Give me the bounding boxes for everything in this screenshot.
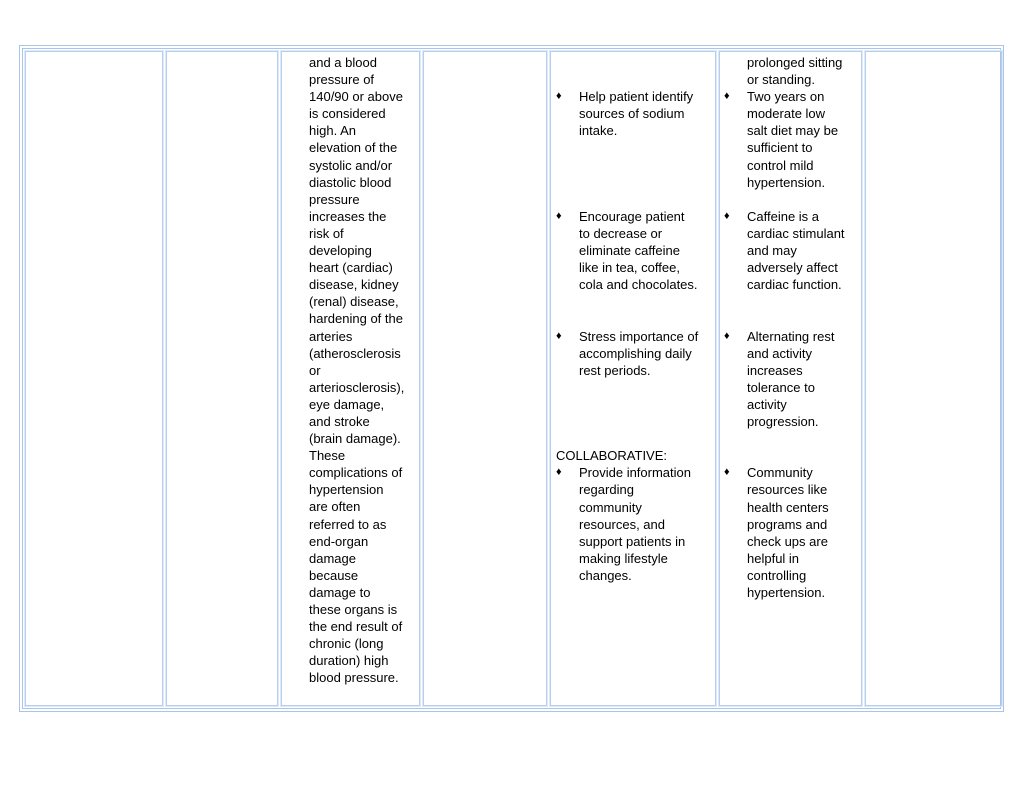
diamond-bullet-icon: ♦	[724, 329, 730, 342]
rationale-line: programs and	[747, 516, 828, 532]
intervention-bullet-text	[579, 328, 698, 379]
analysis-line: diastolic blood	[309, 174, 392, 190]
analysis-line: high. An	[309, 123, 356, 139]
analysis-line: and stroke	[309, 413, 370, 429]
rationale-line: controlling	[747, 567, 807, 583]
analysis-line: These	[309, 448, 346, 464]
intervention-bullet-text	[579, 208, 698, 293]
collaborative-line: community	[579, 499, 642, 515]
collaborative-line: support patients in	[579, 533, 686, 549]
rationale-line: resources like	[747, 482, 828, 498]
rationale-line: cardiac function.	[747, 277, 842, 293]
rationale-line: increases	[747, 362, 803, 378]
rationale-line: moderate low	[747, 106, 826, 122]
intervention-bullet-text	[579, 88, 693, 139]
analysis-line: are often	[309, 499, 361, 515]
rationale-line: helpful in	[747, 550, 800, 566]
collaborative-heading: COLLABORATIVE:	[556, 448, 668, 464]
rationale-continuation-line: or standing.	[747, 72, 815, 88]
diamond-bullet-icon: ♦	[556, 209, 562, 222]
rationale-line: and may	[747, 243, 797, 259]
analysis-line: blood pressure.	[309, 670, 399, 686]
analysis-line: chronic (long	[309, 636, 384, 652]
diamond-bullet-icon: ♦	[724, 466, 730, 479]
analysis-line: eye damage,	[309, 396, 385, 412]
analysis-line: is considered	[309, 106, 386, 122]
analysis-line: (brain damage).	[309, 431, 401, 447]
analysis-line: hypertension	[309, 482, 384, 498]
collaborative-line: Provide information	[579, 465, 691, 481]
diamond-bullet-icon: ♦	[556, 90, 562, 103]
analysis-line: damage	[309, 550, 356, 566]
table-cell-col1	[25, 51, 163, 706]
diamond-bullet-icon: ♦	[556, 466, 562, 479]
intervention-line: accomplishing daily	[579, 345, 692, 361]
analysis-line: complications of	[309, 465, 403, 481]
intervention-line: rest periods.	[579, 362, 651, 378]
rationale-line: adversely affect	[747, 260, 838, 276]
rationale-bullet-text	[747, 88, 838, 191]
intervention-line: intake.	[579, 123, 618, 139]
analysis-line: arteriosclerosis),	[309, 379, 405, 395]
analysis-line: the end result of	[309, 619, 403, 635]
rationale-line: Two years on	[747, 89, 825, 105]
rationale-line: progression.	[747, 414, 819, 430]
rationale-line: Community	[747, 465, 813, 481]
intervention-line: eliminate caffeine	[579, 243, 680, 259]
rationale-line: activity	[747, 396, 787, 412]
analysis-line: elevation of the	[309, 140, 398, 156]
rationale-line: Caffeine is a	[747, 208, 820, 224]
collaborative-line: resources, and	[579, 516, 665, 532]
collaborative-line: changes.	[579, 567, 632, 583]
analysis-line: because	[309, 567, 359, 583]
rationale-line: control mild	[747, 157, 814, 173]
rationale-line: check ups are	[747, 533, 828, 549]
analysis-line: risk of	[309, 225, 344, 241]
collaborative-bullet-text	[579, 464, 691, 584]
intervention-line: cola and chocolates.	[579, 277, 698, 293]
rationale-line: health centers	[747, 499, 829, 515]
analysis-line: pressure of	[309, 72, 375, 88]
rationale-line: salt diet may be	[747, 123, 839, 139]
intervention-line: Encourage patient	[579, 208, 685, 224]
intervention-line: sources of sodium	[579, 106, 685, 122]
analysis-text	[309, 54, 404, 686]
diamond-bullet-icon: ♦	[724, 209, 730, 222]
intervention-line: like in tea, coffee,	[579, 260, 680, 276]
rationale-line: cardiac stimulant	[747, 225, 845, 241]
analysis-line: duration) high	[309, 653, 389, 669]
rationale-bullet-text	[747, 464, 829, 601]
analysis-line: disease, kidney	[309, 277, 399, 293]
diamond-bullet-icon: ♦	[724, 90, 730, 103]
analysis-line: (atherosclerosis	[309, 345, 401, 361]
rationale-continuation-line: prolonged sitting	[747, 55, 843, 70]
collaborative-line: making lifestyle	[579, 550, 668, 566]
analysis-line: and a blood	[309, 55, 377, 70]
analysis-line: referred to as	[309, 516, 387, 532]
analysis-line: developing	[309, 243, 372, 259]
table-cell-col7	[865, 51, 1002, 706]
rationale-line: hypertension.	[747, 174, 826, 190]
analysis-line: arteries	[309, 328, 353, 344]
intervention-line: Help patient identify	[579, 89, 694, 105]
interventions-text	[556, 54, 716, 614]
collaborative-line: regarding	[579, 482, 634, 498]
rationale-line: Alternating rest	[747, 328, 835, 344]
rationale-bullet-text	[747, 328, 834, 431]
analysis-line: these organs is	[309, 602, 398, 617]
analysis-line: 140/90 or above	[309, 89, 403, 105]
rationale-line: hypertension.	[747, 585, 826, 601]
rationale-line: and activity	[747, 345, 813, 361]
analysis-line: heart (cardiac)	[309, 260, 393, 276]
analysis-line: end-organ	[309, 533, 369, 549]
rationale-bullet-text	[747, 208, 845, 293]
rationale-line: sufficient to	[747, 140, 813, 156]
analysis-line: damage to	[309, 584, 371, 600]
analysis-line: or	[309, 362, 321, 378]
diamond-bullet-icon: ♦	[556, 329, 562, 342]
rationale-line: tolerance to	[747, 379, 815, 395]
analysis-line: pressure	[309, 191, 360, 207]
table-cell-col2	[166, 51, 278, 706]
analysis-line: hardening of the	[309, 311, 403, 327]
analysis-line: systolic and/or	[309, 157, 393, 173]
analysis-line: increases the	[309, 208, 387, 224]
rationale-text	[724, 54, 860, 614]
intervention-line: to decrease or	[579, 225, 663, 241]
analysis-line: (renal) disease,	[309, 294, 399, 310]
table-cell-col4	[423, 51, 547, 706]
intervention-line: Stress importance of	[579, 328, 699, 344]
